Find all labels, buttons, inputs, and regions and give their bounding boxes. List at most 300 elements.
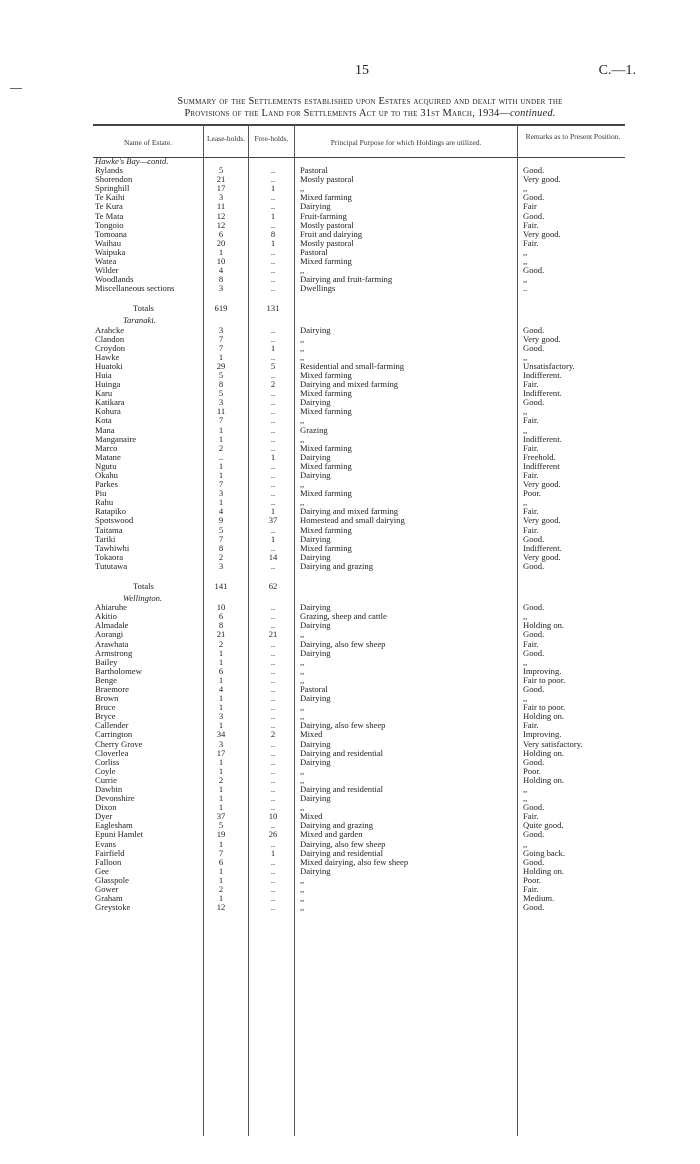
- remarks-value: Very good.: [523, 229, 561, 239]
- remarks-value: Fair.: [523, 885, 539, 895]
- table-body: [93, 157, 625, 912]
- totals-freeholds: 62: [268, 581, 278, 592]
- section-heading: Taranaki.: [123, 316, 156, 326]
- table-row: [93, 344, 625, 353]
- table-row: [93, 776, 625, 785]
- section-heading: Hawke's Bay—contd.: [95, 157, 169, 166]
- remarks-value: Going back.: [523, 848, 566, 858]
- table-row: [93, 221, 625, 230]
- totals-freeholds: 131: [266, 303, 280, 314]
- leaseholds-value: 3: [218, 397, 224, 408]
- purpose-value: Dairying: [300, 648, 331, 658]
- purpose-value: Dairying, also few sheep: [300, 721, 386, 731]
- table-row: [93, 453, 625, 462]
- leaseholds-value: 5: [218, 369, 224, 380]
- purpose-value: Mixed farming: [300, 389, 352, 399]
- freeholds-value: ..: [270, 283, 276, 294]
- freeholds-value: ..: [270, 542, 276, 553]
- freeholds-value: ..: [270, 497, 276, 508]
- estate-name: Bailey: [95, 657, 118, 667]
- leaseholds-value: 9: [218, 515, 224, 526]
- leaseholds-value: 1: [218, 784, 224, 794]
- purpose-value: Dairying: [300, 534, 331, 544]
- totals-leaseholds: 619: [214, 303, 228, 314]
- leaseholds-value: 8: [218, 379, 224, 390]
- purpose-value: Dairying: [300, 325, 331, 335]
- column-headers: [93, 130, 625, 156]
- leaseholds-value: 5: [218, 524, 224, 535]
- table-row: [93, 694, 625, 703]
- table-title: [60, 96, 680, 120]
- table-row: [93, 758, 625, 767]
- title-line-1: Summary of the Settlements established upon Estates acquired and dealt with under the: [177, 96, 563, 107]
- remarks-value: Freehold.: [523, 452, 556, 462]
- freeholds-value: 10: [268, 811, 278, 822]
- table-row: [93, 239, 625, 248]
- section-heading-row: [93, 316, 625, 325]
- table-row: [93, 444, 625, 453]
- estate-name: Bruce: [95, 703, 116, 713]
- remarks-value: Good.: [523, 830, 545, 840]
- freeholds-value: ..: [270, 442, 276, 453]
- table-row: [93, 553, 625, 562]
- estate-name: Tomoana: [95, 229, 127, 239]
- leaseholds-value: 10: [216, 256, 226, 267]
- purpose-value: Dairying and grazing: [300, 821, 374, 831]
- remarks-value: Fair.: [523, 639, 539, 649]
- remarks-value: Good.: [523, 857, 545, 867]
- freeholds-value: 5: [270, 360, 276, 371]
- leaseholds-value: 3: [218, 738, 224, 749]
- purpose-value: Mixed dairying, also few sheep: [300, 857, 409, 867]
- remarks-value: ,,: [523, 785, 528, 794]
- estate-name: Rahu: [95, 498, 114, 508]
- remarks-value: Fair.: [523, 416, 539, 426]
- remarks-value: ,,: [523, 794, 528, 804]
- page-header: [0, 63, 700, 83]
- freeholds-value: ..: [270, 874, 276, 885]
- leaseholds-value: 2: [218, 774, 224, 785]
- table-row: [93, 676, 625, 685]
- estate-name: Benge: [95, 675, 117, 685]
- table-row: [93, 535, 625, 544]
- table-row: [93, 398, 625, 407]
- leaseholds-value: 2: [218, 551, 224, 562]
- estate-name: Wilder: [95, 266, 119, 276]
- remarks-value: Good.: [523, 603, 545, 613]
- leaseholds-value: 1: [218, 865, 224, 876]
- remarks-value: Fair.: [523, 220, 539, 230]
- leaseholds-value: 1: [218, 460, 224, 471]
- estate-name: Spotswood: [95, 516, 134, 526]
- table-row: [93, 849, 625, 858]
- purpose-value: Dairying: [300, 757, 331, 767]
- estate-name: Eaglesham: [95, 821, 133, 831]
- purpose-value: ,,: [300, 885, 305, 895]
- freeholds-value: ..: [270, 560, 276, 571]
- leaseholds-value: 1: [218, 756, 224, 767]
- table-row: [93, 703, 625, 712]
- table-row: [93, 794, 625, 803]
- title-line-2-main: Provisions of the Land for Settlements Act up to the 31st March, 1934—: [184, 108, 510, 119]
- table-row: [93, 667, 625, 676]
- leaseholds-value: 11: [216, 201, 226, 212]
- remarks-value: ,,: [523, 407, 528, 417]
- section-heading-row: [93, 594, 625, 603]
- freeholds-value: ..: [270, 793, 276, 804]
- estate-name: Gee: [95, 866, 109, 876]
- totals-row: [93, 578, 625, 594]
- leaseholds-value: 1: [218, 656, 224, 667]
- freeholds-value: ..: [270, 174, 276, 185]
- freeholds-value: ..: [270, 784, 276, 794]
- leaseholds-value: ..: [218, 451, 224, 462]
- freeholds-value: 1: [270, 533, 276, 544]
- table-row: [93, 894, 625, 903]
- remarks-value: ,,: [523, 657, 528, 667]
- table-row: [93, 426, 625, 435]
- row-spacer: [93, 293, 625, 300]
- estate-name: Okahu: [95, 471, 118, 480]
- freeholds-value: ..: [270, 756, 276, 767]
- table-row: [93, 326, 625, 335]
- table-row: [93, 498, 625, 507]
- table-row: [93, 685, 625, 694]
- estate-name: Arawhata: [95, 639, 129, 649]
- table-row: [93, 435, 625, 444]
- estate-name: Arahcke: [95, 325, 125, 335]
- table-row: [93, 803, 625, 812]
- remarks-value: Fair to poor.: [523, 703, 566, 713]
- leaseholds-value: 2: [218, 638, 224, 649]
- remarks-value: Very good.: [523, 516, 561, 526]
- table-row: [93, 202, 625, 211]
- remarks-value: Fair to poor.: [523, 675, 566, 685]
- purpose-value: ,,: [300, 343, 305, 353]
- estate-name: Tariki: [95, 534, 116, 544]
- table-row: [93, 840, 625, 849]
- estate-name: Huinga: [95, 380, 121, 390]
- purpose-value: Dairying, also few sheep: [300, 839, 386, 849]
- purpose-value: ,,: [300, 480, 305, 490]
- table-row: [93, 621, 625, 630]
- col-header-purpose: Principal Purpose for which Holdings are utilized.: [330, 138, 482, 147]
- estate-name: Clandon: [95, 334, 125, 344]
- table-row: [93, 903, 625, 912]
- estate-name: Tawhiwhi: [95, 543, 130, 553]
- purpose-value: ,,: [300, 630, 305, 640]
- table-row: [93, 362, 625, 371]
- remarks-value: ,,: [523, 694, 528, 704]
- estate-name: Kohura: [95, 407, 121, 417]
- remarks-value: ,,: [523, 425, 528, 435]
- estate-name: Taitama: [95, 525, 123, 535]
- estate-name: Glasspole: [95, 875, 129, 885]
- leaseholds-value: 4: [218, 506, 224, 517]
- remarks-value: Very good.: [523, 334, 561, 344]
- purpose-value: Mixed: [300, 812, 323, 822]
- table-row: [93, 266, 625, 275]
- table-row: [93, 389, 625, 398]
- freeholds-value: ..: [270, 674, 276, 685]
- table-row: [93, 257, 625, 266]
- table-row: [93, 526, 625, 535]
- estate-name: Corliss: [95, 757, 120, 767]
- purpose-value: Dairying and residential: [300, 748, 384, 758]
- leaseholds-value: 19: [216, 829, 226, 840]
- purpose-value: Grazing, sheep and cattle: [300, 612, 387, 622]
- estate-name: Currie: [95, 775, 117, 785]
- purpose-value: Fruit and dairying: [300, 229, 363, 239]
- table-row: [93, 740, 625, 749]
- remarks-value: Fair: [523, 202, 537, 212]
- remarks-value: Good.: [523, 757, 545, 767]
- estate-name: Manganaire: [95, 434, 137, 444]
- purpose-value: Fruit-farming: [300, 211, 347, 221]
- title-line-2: [60, 108, 680, 120]
- freeholds-value: ..: [270, 470, 276, 480]
- estate-name: Huatoki: [95, 361, 123, 371]
- purpose-value: Mixed farming: [300, 461, 352, 471]
- freeholds-value: ..: [270, 324, 276, 335]
- remarks-value: Good.: [523, 903, 545, 913]
- freeholds-value: ..: [270, 720, 276, 731]
- table-row: [93, 184, 625, 193]
- table-row: [93, 630, 625, 639]
- remarks-value: Fair.: [523, 507, 539, 517]
- table-row: [93, 858, 625, 867]
- purpose-value: Mostly pastoral: [300, 220, 354, 230]
- remarks-value: Poor.: [523, 489, 541, 499]
- purpose-value: ,,: [300, 875, 305, 885]
- estate-name: Piu: [95, 489, 107, 499]
- leaseholds-value: 3: [218, 283, 224, 294]
- freeholds-value: ..: [270, 219, 276, 230]
- purpose-value: Dairying and fruit-farming: [300, 275, 393, 285]
- table-row: [93, 193, 625, 202]
- estate-name: Dyer: [95, 812, 113, 822]
- freeholds-value: ..: [270, 702, 276, 713]
- remarks-value: Good.: [523, 561, 545, 571]
- table-row: [93, 562, 625, 571]
- leaseholds-value: 7: [218, 847, 224, 858]
- estate-name: Huia: [95, 370, 112, 380]
- freeholds-value: ..: [270, 488, 276, 499]
- table-row: [93, 730, 625, 739]
- leaseholds-value: 21: [216, 174, 226, 185]
- purpose-value: Dairying: [300, 202, 331, 212]
- estate-name: Shorendon: [95, 175, 133, 185]
- leaseholds-value: 1: [218, 693, 224, 704]
- freeholds-value: ..: [270, 711, 276, 722]
- leaseholds-value: 17: [216, 747, 226, 758]
- leaseholds-value: 3: [218, 711, 224, 722]
- table-top-rule-double: [93, 125, 625, 126]
- remarks-value: Very good.: [523, 175, 561, 185]
- purpose-value: Dairying: [300, 471, 331, 480]
- freeholds-value: ..: [270, 747, 276, 758]
- estate-name: Akitio: [95, 612, 117, 622]
- purpose-value: Mixed: [300, 730, 323, 740]
- leaseholds-value: 6: [218, 856, 224, 867]
- estate-name: Cherry Grove: [95, 739, 143, 749]
- remarks-value: Holding on.: [523, 712, 565, 722]
- table-row: [93, 867, 625, 876]
- remarks-value: Holding on.: [523, 775, 565, 785]
- estate-name: Te Mata: [95, 211, 124, 221]
- leaseholds-value: 1: [218, 674, 224, 685]
- table-row: [93, 507, 625, 516]
- remarks-value: Fair.: [523, 380, 539, 390]
- remarks-value: Poor.: [523, 875, 541, 885]
- margin-mark: [10, 88, 22, 89]
- freeholds-value: ..: [270, 693, 276, 704]
- leaseholds-value: 2: [218, 884, 224, 895]
- freeholds-value: ..: [270, 893, 276, 904]
- table-row: [93, 876, 625, 885]
- estate-name: Fairfield: [95, 848, 125, 858]
- table-row: [93, 830, 625, 839]
- remarks-value: Good.: [523, 648, 545, 658]
- remarks-value: Indifferent.: [523, 389, 562, 399]
- table-row: [93, 767, 625, 776]
- leaseholds-value: 5: [218, 820, 224, 831]
- freeholds-value: ..: [270, 274, 276, 285]
- estate-name: Ngutu: [95, 461, 117, 471]
- freeholds-value: ..: [270, 647, 276, 658]
- leaseholds-value: 8: [218, 542, 224, 553]
- freeholds-value: ..: [270, 524, 276, 535]
- purpose-value: Dwellings: [300, 284, 336, 294]
- estate-name: Karu: [95, 389, 113, 399]
- freeholds-value: ..: [270, 397, 276, 408]
- remarks-value: ,,: [523, 184, 528, 194]
- estate-name: Dawbin: [95, 785, 123, 794]
- purpose-value: Mixed farming: [300, 370, 352, 380]
- table-row: [93, 471, 625, 480]
- freeholds-value: ..: [270, 201, 276, 212]
- leaseholds-value: 29: [216, 360, 226, 371]
- estate-name: Bryce: [95, 712, 116, 722]
- leaseholds-value: 1: [218, 351, 224, 362]
- table-row: [93, 812, 625, 821]
- leaseholds-value: 4: [218, 265, 224, 276]
- purpose-value: Mixed farming: [300, 525, 352, 535]
- purpose-value: Homestead and small dairying: [300, 516, 405, 526]
- purpose-value: ,,: [300, 894, 305, 904]
- freeholds-value: 1: [270, 451, 276, 462]
- freeholds-value: ..: [270, 351, 276, 362]
- purpose-value: Dairying and grazing: [300, 561, 374, 571]
- totals-label: Totals: [133, 581, 154, 592]
- table-row: [93, 166, 625, 175]
- freeholds-value: ..: [270, 192, 276, 203]
- freeholds-value: ..: [270, 165, 276, 176]
- table-row: [93, 407, 625, 416]
- freeholds-value: ..: [270, 256, 276, 267]
- freeholds-value: 26: [268, 829, 278, 840]
- purpose-value: ,,: [300, 416, 305, 426]
- purpose-value: Dairying: [300, 866, 331, 876]
- purpose-value: ,,: [300, 184, 305, 194]
- estate-name: Rylands: [95, 166, 123, 176]
- table-row: [93, 640, 625, 649]
- estate-name: Miscellaneous sections: [95, 284, 175, 294]
- freeholds-value: ..: [270, 479, 276, 490]
- table-row: [93, 749, 625, 758]
- remarks-value: Very good.: [523, 480, 561, 490]
- table-row: [93, 284, 625, 293]
- freeholds-value: 2: [270, 729, 276, 740]
- remarks-value: Good.: [523, 630, 545, 640]
- purpose-value: Dairying: [300, 739, 331, 749]
- leaseholds-value: 8: [218, 620, 224, 631]
- remarks-value: Fair.: [523, 471, 539, 480]
- purpose-value: Dairying: [300, 621, 331, 631]
- leaseholds-value: 1: [218, 702, 224, 713]
- freeholds-value: ..: [270, 865, 276, 876]
- leaseholds-value: 1: [218, 433, 224, 444]
- purpose-value: Dairying: [300, 694, 331, 704]
- table-row: [93, 544, 625, 553]
- purpose-value: ,,: [300, 703, 305, 713]
- purpose-value: Dairying: [300, 603, 331, 613]
- estate-name: Parkes: [95, 480, 118, 490]
- freeholds-value: ..: [270, 856, 276, 867]
- leaseholds-value: 12: [216, 210, 226, 221]
- purpose-value: Mostly pastoral: [300, 175, 354, 185]
- remarks-value: Good.: [523, 193, 545, 203]
- estate-name: Carrington: [95, 730, 133, 740]
- totals-label: Totals: [133, 303, 154, 314]
- purpose-value: Mixed farming: [300, 193, 352, 203]
- freeholds-value: ..: [270, 738, 276, 749]
- remarks-value: ,,: [523, 498, 528, 508]
- remarks-value: Fair.: [523, 721, 539, 731]
- freeholds-value: 21: [268, 629, 278, 640]
- leaseholds-value: 34: [216, 729, 226, 740]
- leaseholds-value: 11: [216, 406, 226, 417]
- leaseholds-value: 7: [218, 333, 224, 344]
- row-spacer: [93, 571, 625, 578]
- leaseholds-value: 1: [218, 720, 224, 731]
- freeholds-value: ..: [270, 388, 276, 399]
- purpose-value: Dairying, also few sheep: [300, 639, 386, 649]
- section-heading-row: [93, 157, 625, 166]
- remarks-value: ,,: [523, 839, 528, 849]
- purpose-value: Dairying: [300, 452, 331, 462]
- estate-name: Falloon: [95, 857, 122, 867]
- freeholds-value: ..: [270, 246, 276, 257]
- freeholds-value: ..: [270, 620, 276, 631]
- table-row: [93, 516, 625, 525]
- estate-name: Callender: [95, 721, 129, 731]
- freeholds-value: ..: [270, 656, 276, 667]
- leaseholds-value: 3: [218, 324, 224, 335]
- remarks-value: Holding on.: [523, 621, 565, 631]
- remarks-value: ..: [523, 284, 528, 294]
- freeholds-value: ..: [270, 265, 276, 276]
- purpose-value: Grazing: [300, 425, 328, 435]
- estate-name: Dixon: [95, 803, 117, 813]
- freeholds-value: 8: [270, 228, 276, 239]
- table-row: [93, 335, 625, 344]
- freeholds-value: ..: [270, 820, 276, 831]
- table-row: [93, 885, 625, 894]
- remarks-value: Improving.: [523, 666, 562, 676]
- purpose-value: ,,: [300, 434, 305, 444]
- remarks-value: Indifferent.: [523, 543, 562, 553]
